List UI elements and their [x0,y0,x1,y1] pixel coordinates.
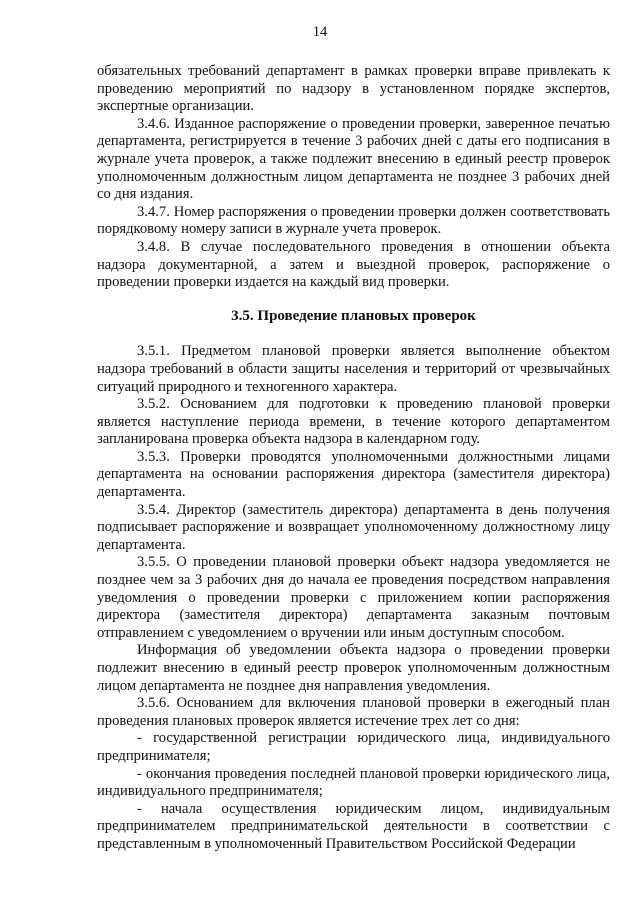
page-number: 14 [312,24,328,40]
paragraph: Информация об уведомлении объекта надзора о проведении проверки подлежит внесению в единый реестр проверок уполномоченным должностным лицом департамента не позднее дня направления уведомления. [97,642,610,694]
paragraph: 3.5.5. О проведении плановой проверки объект надзора уведомляется не позднее чем за 3 рабочих дня до начала ее проведения посредством направления уведомления о проведении проверки с приложением копии распоряжения директора (заместителя директора) департамента заказным почтовым отправлением с уведомлением о вручении или иным доступным способом. [97,554,610,641]
paragraph: 3.5.4. Директор (заместитель директора) департамента в день получения подписывает распоряжение и возвращает уполномоченному должностному лицу департамента. [97,501,610,553]
paragraph: 3.5.2. Основанием для подготовки к проведению плановой проверки является наступление периода времени, в течение которого департаментом запланирована проверка объекта надзора в календарном году. [97,396,610,448]
paragraphs-top [97,63,610,292]
paragraph: 3.5.3. Проверки проводятся уполномоченными должностными лицами департамента на основании распоряжения директора (заместителя директора) департамента. [97,448,610,501]
paragraph: - начала осуществления юридическим лицом, индивидуальным предпринимателем предпринимательской деятельности в соответствии с представленным в уполномоченный Правительством Российской Федерации [97,800,610,852]
paragraph: 3.5.6. Основанием для включения плановой проверки в ежегодный план проведения плановых проверок является истечение трех лет со дня: [97,695,610,729]
paragraph: 3.4.7. Номер распоряжения о проведении проверки должен соответствовать порядковому номеру записи в журнале учета проверок. [97,203,610,238]
section-heading: 3.5. Проведение плановых проверок [231,307,476,324]
paragraph: - государственной регистрации юридического лица, индивидуального предпринимателя; [97,730,610,764]
paragraph: 3.4.6. Изданное распоряжение о проведении проверки, заверенное печатью департамента, регистрируется в течение 3 рабочих дней с даты его подписания в журнале учета проверок, а также подлежит внесению в единый реестр проверок уполномоченным должностным лицом департамента не позднее 3 рабочих дней со дня издания. [97,115,610,203]
paragraph: обязательных требований департамент в рамках проверки вправе привлекать к проведению мероприятий по надзору в установленном порядке экспертов, экспертные организации. [97,63,610,115]
document-body [97,63,610,854]
paragraph: 3.5.1. Предметом плановой проверки является выполнение объектом надзора требований в области защиты населения и территорий от чрезвычайных ситуаций природного и техногенного характера. [97,343,610,395]
paragraphs-bottom [97,343,610,853]
paragraph: - окончания проведения последней плановой проверки юридического лица, индивидуального предпринимателя; [97,765,610,800]
paragraph: 3.4.8. В случае последовательного проведения в отношении объекта надзора документарной, а затем и выездной проверок, распоряжение о проведении проверки издается на каждый вид проверки. [97,238,610,291]
